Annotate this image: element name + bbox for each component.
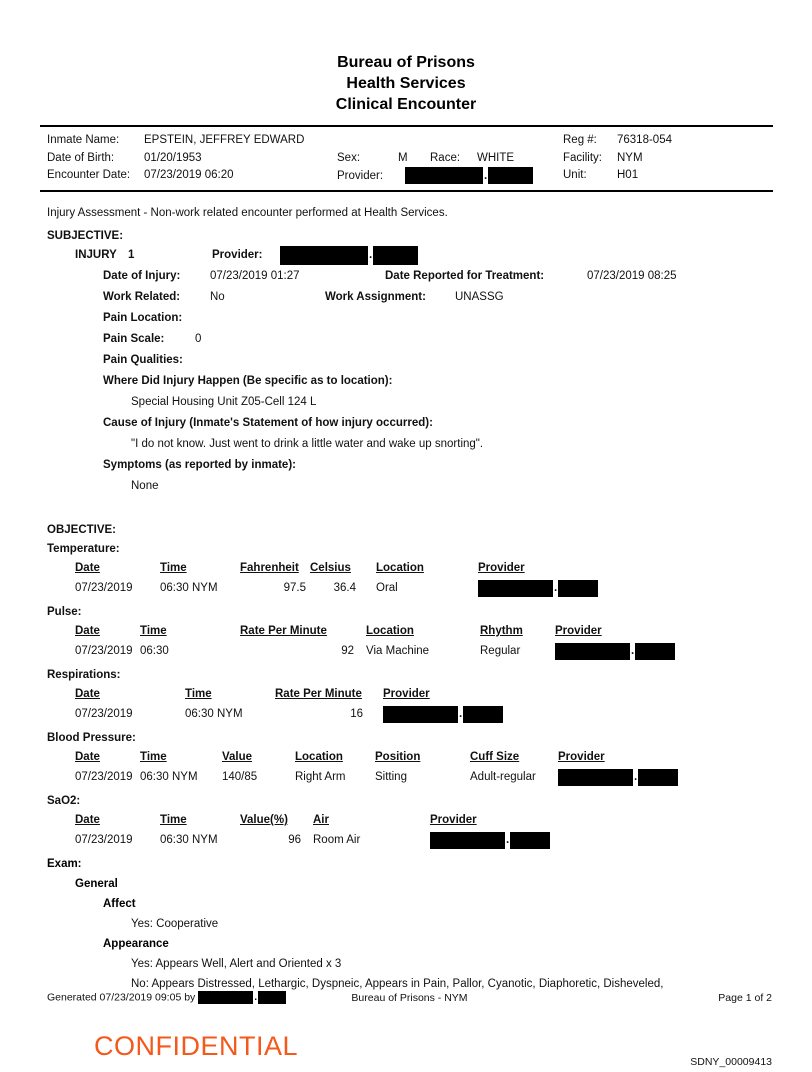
respirations-title: Respirations: xyxy=(47,669,121,682)
resp-provider-redacted xyxy=(375,704,772,724)
temp-provider-redacted xyxy=(478,578,772,598)
exam-affect-yes: Yes: Cooperative xyxy=(131,918,219,931)
temp-celsius: 36.4 xyxy=(333,582,356,595)
pain-location-label: Pain Location: xyxy=(103,312,183,325)
injury-label: INJURY xyxy=(75,249,117,262)
temp-header-provider: Provider xyxy=(478,562,525,575)
redaction-separator: . xyxy=(554,582,558,595)
encounter-type-text: Injury Assessment - Non-work related encounter performed at Health Services. xyxy=(47,207,448,220)
sao2-header-date: Date xyxy=(75,814,100,827)
bp-provider-redacted xyxy=(558,767,772,787)
redaction-box xyxy=(638,769,678,786)
redaction-separator: . xyxy=(254,991,258,1004)
redaction-box xyxy=(258,991,286,1004)
bp-header-position: Position xyxy=(375,751,421,764)
resp-header-date: Date xyxy=(75,688,100,701)
unit-label: Unit: xyxy=(563,169,587,181)
date-of-injury-value: 07/23/2019 01:27 xyxy=(210,270,300,283)
redaction-separator: . xyxy=(631,645,635,658)
sao2-header-provider: Provider xyxy=(430,814,477,827)
resp-date: 07/23/2019 xyxy=(75,708,133,721)
inmate-name-label: Inmate Name: xyxy=(47,134,120,146)
injury-provider-line xyxy=(75,245,772,266)
resp-header-provider: Provider xyxy=(383,688,430,701)
pulse-title: Pulse: xyxy=(47,606,82,619)
exam-affect-label: Affect xyxy=(103,898,136,911)
title-line-3: Clinical Encounter xyxy=(335,96,477,113)
document-body xyxy=(0,206,812,994)
dob-value: 01/20/1953 xyxy=(144,151,202,164)
exam-appearance-label: Appearance xyxy=(103,938,169,951)
bp-location: Right Arm xyxy=(295,771,346,784)
pulse-header-time: Time xyxy=(140,625,167,638)
pain-scale-value: 0 xyxy=(195,333,202,346)
title-line-1: Bureau of Prisons xyxy=(337,54,475,71)
exam-appearance-no: No: Appears Distressed, Lethargic, Dyspneic, Appears in Pain, Pallor, Cyanotic, Diaphoretic, Disheveled, xyxy=(131,978,664,991)
sao2-title: SaO2: xyxy=(47,795,81,808)
pain-qualities-line xyxy=(103,350,772,371)
temp-time: 06:30 NYM xyxy=(160,582,218,595)
pulse-location: Via Machine xyxy=(366,645,430,658)
info-col-left xyxy=(47,132,337,185)
redaction-box xyxy=(478,580,553,597)
temp-header-fahrenheit: Fahrenheit xyxy=(240,562,299,575)
date-reported-label: Date Reported for Treatment: xyxy=(385,270,545,283)
bp-date: 07/23/2019 xyxy=(75,771,133,784)
pain-scale-line xyxy=(103,329,772,350)
where-injury-value: Special Housing Unit Z05-Cell 124 L xyxy=(131,396,317,409)
inmate-info-box xyxy=(40,125,773,192)
encounter-date-label: Encounter Date: xyxy=(47,169,131,181)
facility-value: NYM xyxy=(617,151,643,164)
temperature-table xyxy=(75,558,772,598)
confidential-stamp: CONFIDENTIAL xyxy=(94,1031,299,1061)
redaction-separator: . xyxy=(506,834,510,847)
symptoms-label: Symptoms (as reported by inmate): xyxy=(103,459,296,472)
injury-provider-label: Provider: xyxy=(212,249,263,262)
bp-header-time: Time xyxy=(140,751,167,764)
redaction-box xyxy=(558,580,598,597)
bp-position: Sitting xyxy=(375,771,407,784)
sao2-date: 07/23/2019 xyxy=(75,834,133,847)
bp-cuff: Adult-regular xyxy=(470,771,536,784)
document-title xyxy=(0,52,812,115)
redaction-box xyxy=(558,769,633,786)
bp-header-date: Date xyxy=(75,751,100,764)
redaction-box xyxy=(373,246,418,265)
reg-value: 76318-054 xyxy=(617,134,672,146)
redaction-box xyxy=(463,706,503,723)
sao2-header-value: Value(%) xyxy=(240,814,288,827)
bp-header-location: Location xyxy=(295,751,343,764)
work-related-label: Work Related: xyxy=(103,291,181,304)
footer-center-text: Bureau of Prisons - NYM xyxy=(351,991,468,1004)
redaction-box xyxy=(383,706,458,723)
pulse-header-rhythm: Rhythm xyxy=(480,625,523,638)
objective-heading: OBJECTIVE: xyxy=(47,524,117,537)
pulse-rate: 92 xyxy=(341,645,354,658)
where-injury-label: Where Did Injury Happen (Be specific as to location): xyxy=(103,375,393,388)
bp-header-cuff: Cuff Size xyxy=(470,751,520,764)
pulse-rhythm: Regular xyxy=(480,645,521,658)
injury-number: 1 xyxy=(128,249,135,262)
temp-header-location: Location xyxy=(376,562,424,575)
work-related-value: No xyxy=(210,291,225,304)
sao2-header-time: Time xyxy=(160,814,187,827)
inmate-name-value: EPSTEIN, JEFFREY EDWARD xyxy=(144,134,305,146)
date-of-injury-label: Date of Injury: xyxy=(103,270,181,283)
sex-value: M xyxy=(398,151,408,164)
race-value: WHITE xyxy=(477,151,515,164)
work-line xyxy=(103,287,772,308)
redaction-box xyxy=(635,643,675,660)
pulse-date: 07/23/2019 xyxy=(75,645,133,658)
temperature-title: Temperature: xyxy=(47,543,120,556)
exam-heading: Exam: xyxy=(47,858,82,871)
sex-label: Sex: xyxy=(337,151,361,164)
bp-header-value: Value xyxy=(222,751,253,764)
cause-injury-line xyxy=(103,413,772,434)
dob-label: Date of Birth: xyxy=(47,151,115,164)
exam-general-label: General xyxy=(75,878,118,891)
where-injury-line xyxy=(103,371,772,392)
generated-text: Generated 07/23/2019 09:05 by xyxy=(47,991,196,1004)
info-col-right xyxy=(563,132,773,185)
sao2-value: 96 xyxy=(288,834,301,847)
title-line-2: Health Services xyxy=(346,75,466,92)
sao2-air: Room Air xyxy=(313,834,361,847)
date-reported-value: 07/23/2019 08:25 xyxy=(587,270,677,283)
respirations-table xyxy=(75,684,772,724)
sao2-provider-redacted xyxy=(430,830,772,850)
temp-date: 07/23/2019 xyxy=(75,582,133,595)
temp-fahrenheit: 97.5 xyxy=(283,582,306,595)
blood-pressure-table xyxy=(75,747,772,787)
encounter-date-value: 07/23/2019 06:20 xyxy=(144,169,234,181)
generated-line xyxy=(47,991,351,1004)
redaction-box xyxy=(488,167,533,184)
reg-label: Reg #: xyxy=(563,134,597,146)
redaction-separator: . xyxy=(369,249,373,262)
redaction-box xyxy=(198,991,253,1004)
bp-value: 140/85 xyxy=(222,771,258,784)
redaction-separator: . xyxy=(484,169,488,182)
bp-time: 06:30 NYM xyxy=(140,771,198,784)
pulse-provider-redacted xyxy=(555,641,772,661)
bp-header-provider: Provider xyxy=(558,751,605,764)
unit-value: H01 xyxy=(617,169,639,181)
info-col-middle xyxy=(337,132,563,185)
provider-label: Provider: xyxy=(337,169,384,182)
redaction-separator: . xyxy=(459,708,463,721)
resp-rate: 16 xyxy=(350,708,363,721)
sao2-time: 06:30 NYM xyxy=(160,834,218,847)
pulse-time: 06:30 xyxy=(140,645,169,658)
page-footer xyxy=(47,991,772,1004)
subjective-heading: SUBJECTIVE: xyxy=(47,230,124,243)
exam-appearance-yes: Yes: Appears Well, Alert and Oriented x 3 xyxy=(131,958,342,971)
temp-header-time: Time xyxy=(160,562,187,575)
redaction-box xyxy=(510,832,550,849)
cause-injury-label: Cause of Injury (Inmate's Statement of how injury occurred): xyxy=(103,417,433,430)
bates-number: SDNY_00009413 xyxy=(690,1056,772,1068)
pain-qualities-label: Pain Qualities: xyxy=(103,354,183,367)
cause-injury-value: "I do not know. Just went to drink a little water and wake up snorting". xyxy=(131,438,484,451)
resp-header-rate: Rate Per Minute xyxy=(275,688,362,701)
injury-dates-line xyxy=(103,266,772,287)
page-number: Page 1 of 2 xyxy=(718,991,772,1004)
resp-time: 06:30 NYM xyxy=(185,708,243,721)
pain-scale-label: Pain Scale: xyxy=(103,333,165,346)
symptoms-line xyxy=(103,455,772,476)
blood-pressure-title: Blood Pressure: xyxy=(47,732,136,745)
work-assignment-value: UNASSG xyxy=(455,291,504,304)
work-assignment-label: Work Assignment: xyxy=(325,291,426,304)
symptoms-value: None xyxy=(131,480,159,493)
sao2-header-air: Air xyxy=(313,814,329,827)
redaction-box xyxy=(430,832,505,849)
pulse-table xyxy=(75,621,772,661)
pulse-header-provider: Provider xyxy=(555,625,602,638)
temp-header-date: Date xyxy=(75,562,100,575)
pulse-header-rate: Rate Per Minute xyxy=(240,625,327,638)
redaction-box xyxy=(280,246,368,265)
temp-header-celsius: Celsius xyxy=(310,562,351,575)
facility-label: Facility: xyxy=(563,151,602,164)
resp-header-time: Time xyxy=(185,688,212,701)
pulse-header-location: Location xyxy=(366,625,414,638)
temp-location: Oral xyxy=(376,582,398,595)
sao2-table xyxy=(75,810,772,850)
pain-location-line xyxy=(103,308,772,329)
redaction-box xyxy=(555,643,630,660)
redaction-box xyxy=(405,167,483,184)
pulse-header-date: Date xyxy=(75,625,100,638)
race-label: Race: xyxy=(430,151,461,164)
redaction-separator: . xyxy=(634,771,638,784)
